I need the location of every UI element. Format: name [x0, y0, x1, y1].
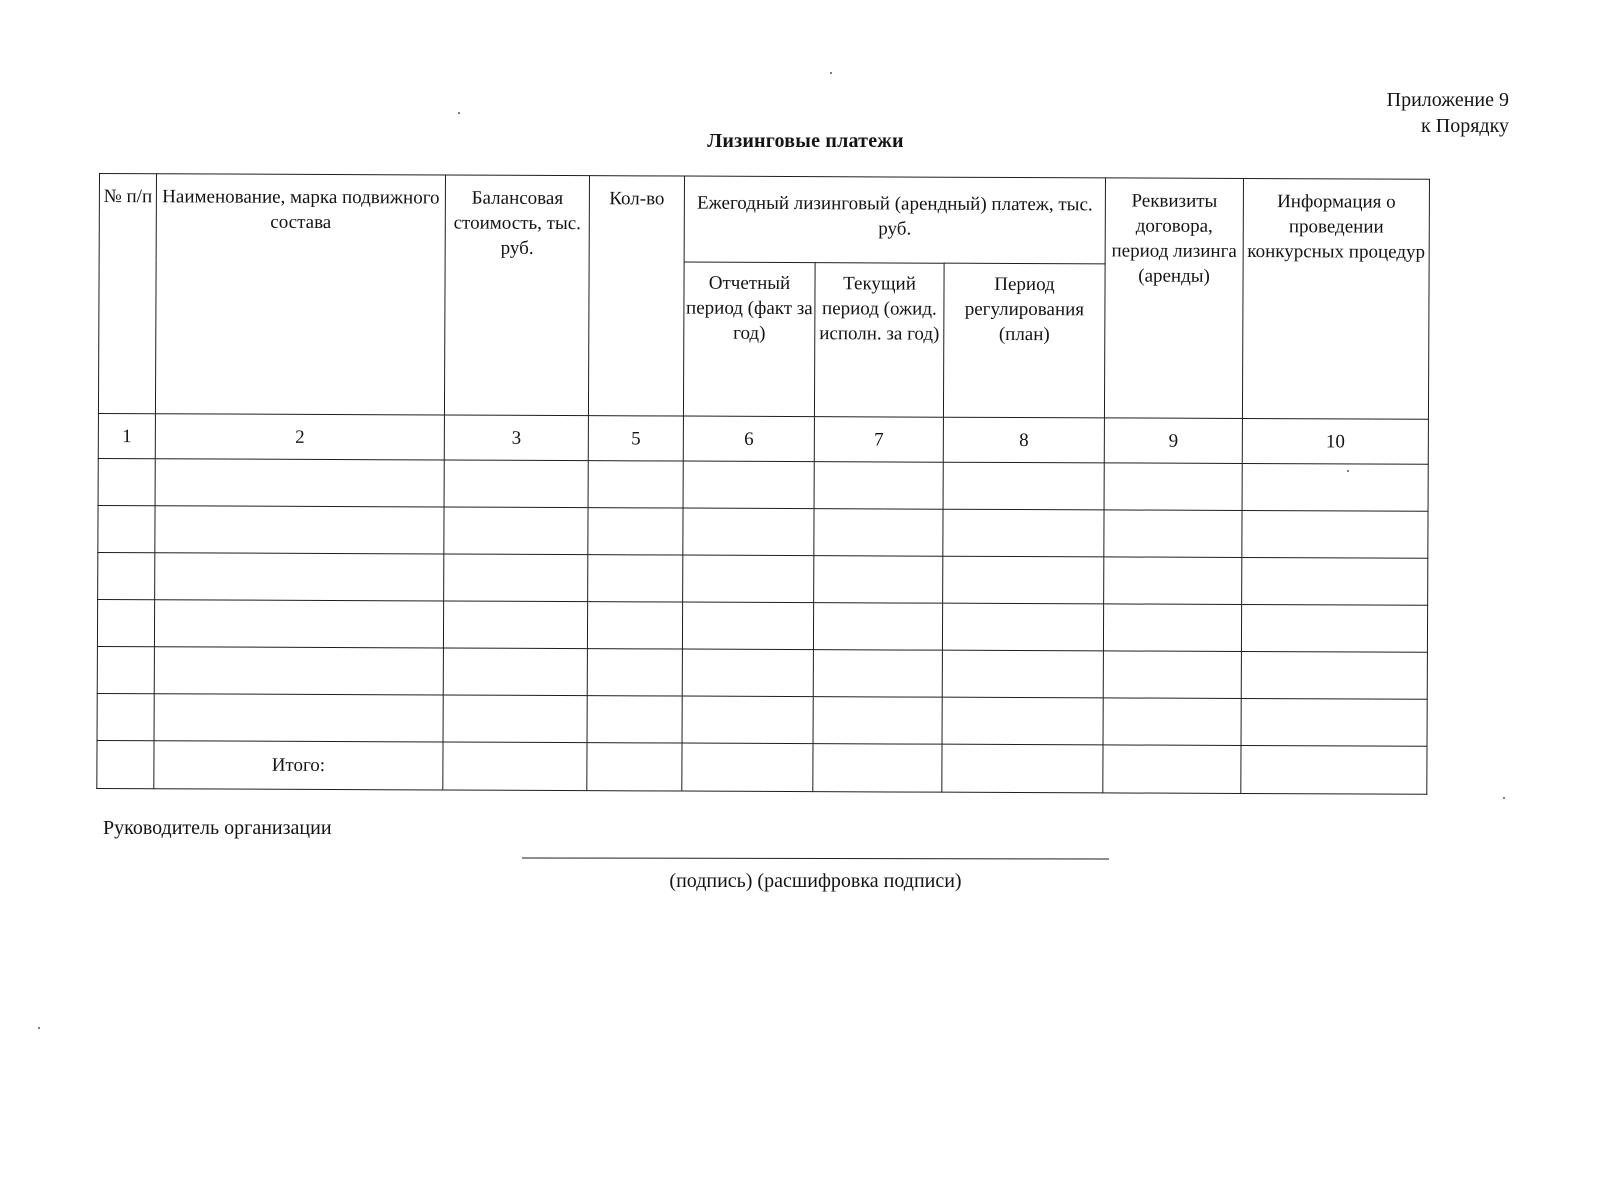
column-number-row — [98, 413, 1428, 464]
table-cell[interactable] — [587, 649, 682, 696]
table-cell[interactable] — [1242, 463, 1428, 511]
signature-line[interactable] — [522, 857, 1109, 859]
table-cell[interactable] — [683, 508, 814, 556]
signature-caption: (подпись) (расшифровка подписи) — [669, 870, 962, 892]
table-cell[interactable] — [942, 650, 1103, 698]
table-cell[interactable] — [1242, 557, 1428, 605]
scan-speck — [1347, 470, 1349, 472]
header-contract-details: Реквизиты договора, период лизинга (аренды) — [1104, 178, 1243, 419]
table-cell[interactable] — [97, 693, 154, 740]
header-quantity: Кол-во — [588, 176, 684, 416]
table-cell[interactable] — [683, 461, 814, 509]
total-label: Итого: — [154, 741, 443, 790]
table-cell[interactable] — [1242, 510, 1428, 558]
table-cell[interactable] — [154, 647, 443, 695]
table-cell[interactable] — [1104, 463, 1242, 511]
table-cell[interactable] — [813, 603, 942, 651]
header-name: Наименование, марка подвижного состава — [155, 174, 445, 415]
scan-speck — [38, 1027, 40, 1029]
table-cell[interactable] — [443, 742, 587, 791]
table-row — [98, 458, 1428, 511]
table-cell[interactable] — [1103, 698, 1241, 746]
table-cell[interactable] — [98, 552, 155, 599]
table-cell[interactable] — [155, 459, 444, 507]
table-cell[interactable] — [1104, 510, 1242, 558]
table-cell[interactable] — [588, 555, 683, 602]
table-cell[interactable] — [814, 509, 943, 557]
table-cell[interactable] — [588, 461, 683, 508]
header-tender-info: Информация о проведении конкурсных процедур — [1242, 178, 1429, 419]
table-cell[interactable] — [154, 600, 443, 648]
column-number: 3 — [444, 415, 588, 461]
header-regulation-period: Период регулирования (план) — [943, 263, 1105, 418]
table-cell[interactable] — [155, 506, 444, 554]
table-cell[interactable] — [1103, 604, 1241, 652]
table-cell[interactable] — [943, 462, 1104, 510]
table-cell[interactable] — [1241, 604, 1427, 652]
total-row — [97, 740, 1427, 794]
table-cell[interactable] — [97, 646, 154, 693]
column-number: 6 — [683, 416, 814, 462]
column-number: 1 — [98, 413, 155, 458]
table-cell[interactable] — [682, 602, 813, 650]
scan-speck — [458, 112, 460, 114]
table-cell[interactable] — [942, 697, 1103, 745]
document-title: Лизинговые платежи — [707, 130, 904, 152]
scan-speck — [1503, 797, 1505, 799]
table-cell[interactable] — [154, 694, 443, 742]
table-row — [98, 552, 1428, 605]
table-cell[interactable] — [1104, 557, 1242, 605]
table-cell[interactable] — [444, 554, 588, 602]
table-cell[interactable] — [443, 601, 587, 649]
table-row — [97, 693, 1427, 746]
header-annual-payment: Ежегодный лизинговый (арендный) платеж, тыс. руб. — [684, 176, 1105, 264]
table-cell[interactable] — [98, 505, 155, 552]
table-row — [98, 505, 1428, 558]
header-current-period: Текущий период (ожид. исполн. за год) — [814, 263, 944, 418]
table-cell[interactable] — [683, 555, 814, 603]
table-cell[interactable] — [587, 743, 682, 791]
table-cell[interactable] — [813, 697, 942, 745]
table-cell[interactable] — [98, 458, 155, 505]
table-cell[interactable] — [155, 553, 444, 601]
column-number: 9 — [1104, 418, 1242, 464]
table-cell[interactable] — [1241, 745, 1427, 794]
leasing-payments-table — [96, 173, 1430, 795]
table-cell[interactable] — [814, 462, 943, 510]
table-cell[interactable] — [942, 603, 1103, 651]
scan-speck — [830, 72, 832, 74]
column-number: 2 — [155, 414, 444, 460]
table-cell[interactable] — [943, 509, 1104, 557]
table-row — [97, 646, 1427, 699]
column-number: 8 — [943, 417, 1104, 463]
table-cell[interactable] — [443, 695, 587, 743]
header-balance-value: Балансовая стоимость, тыс. руб. — [444, 175, 589, 416]
table-cell[interactable] — [943, 556, 1104, 604]
column-number: 10 — [1242, 418, 1428, 464]
table-cell[interactable] — [682, 649, 813, 697]
table-cell[interactable] — [813, 744, 942, 793]
table-cell[interactable] — [587, 602, 682, 649]
annex-number: Приложение 9 — [1386, 89, 1509, 111]
table-cell[interactable] — [588, 508, 683, 555]
table-row — [97, 599, 1427, 652]
column-number: 5 — [588, 416, 683, 461]
table-cell[interactable] — [587, 696, 682, 743]
table-cell[interactable] — [1103, 745, 1241, 794]
table-cell[interactable] — [942, 744, 1103, 793]
table-cell[interactable] — [1241, 698, 1427, 746]
column-number: 7 — [814, 417, 943, 463]
table-cell[interactable] — [1241, 651, 1427, 699]
table-cell[interactable] — [682, 743, 813, 792]
table-cell[interactable] — [444, 460, 588, 508]
table-cell[interactable] — [444, 507, 588, 555]
header-row-top — [99, 174, 1429, 266]
annex-order-ref: к Порядку — [1421, 115, 1509, 137]
table-cell[interactable] — [1103, 651, 1241, 699]
table-cell[interactable] — [97, 599, 154, 646]
table-cell[interactable] — [97, 740, 154, 788]
header-num: № п/п — [98, 174, 156, 414]
header-reporting-period: Отчетный период (факт за год) — [683, 262, 815, 417]
table-cell[interactable] — [814, 556, 943, 604]
table-cell[interactable] — [813, 650, 942, 698]
signer-title: Руководитель организации — [103, 817, 332, 839]
table-cell[interactable] — [443, 648, 587, 696]
table-cell[interactable] — [682, 696, 813, 744]
